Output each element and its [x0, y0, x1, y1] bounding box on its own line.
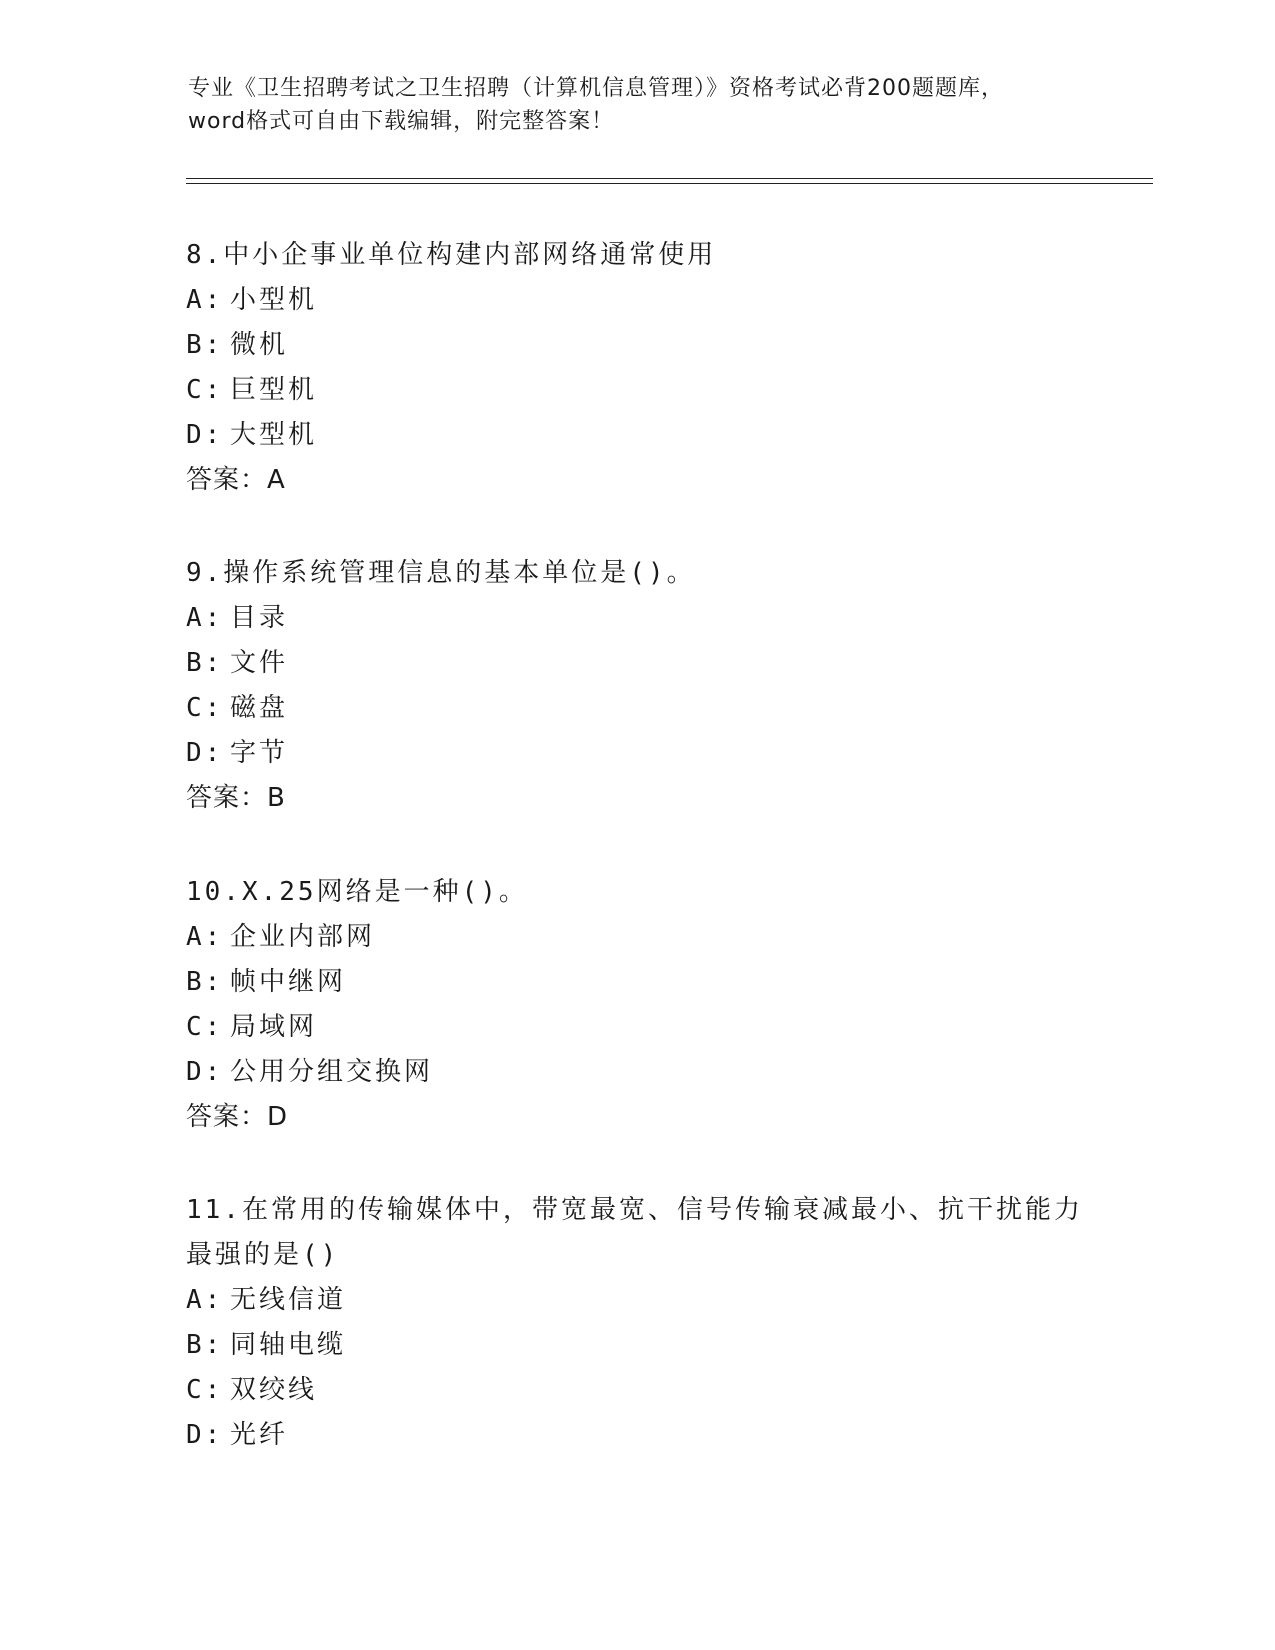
option-text: 企业内部网: [230, 922, 376, 952]
option-text: 帧中继网: [230, 967, 347, 997]
option-letter: C:: [186, 375, 224, 405]
question-stem-line-2: 最强的是(): [186, 1240, 340, 1270]
option-c: [186, 368, 1086, 413]
question-stem-line-1: 11.在常用的传输媒体中，带宽最宽、信号传输衰减最小、抗干扰能力: [186, 1195, 1083, 1225]
option-a: [186, 1278, 1086, 1323]
option-text: 同轴电缆: [230, 1330, 347, 1360]
option-letter: C:: [186, 693, 224, 723]
option-c: [186, 686, 1086, 731]
option-letter: A:: [186, 285, 224, 315]
question-stem: 10.X.25网络是一种()。: [186, 877, 528, 907]
option-d: [186, 731, 1086, 776]
option-letter: A:: [186, 603, 224, 633]
question-10: [186, 870, 1086, 1140]
option-text: 巨型机: [230, 375, 318, 405]
option-text: 无线信道: [230, 1285, 347, 1315]
question-11: [186, 1188, 1086, 1458]
option-d: [186, 413, 1086, 458]
option-text: 小型机: [230, 285, 318, 315]
option-a: [186, 596, 1086, 641]
option-c: [186, 1005, 1086, 1050]
option-letter: D:: [186, 1057, 224, 1087]
option-text: 双绞线: [230, 1375, 318, 1405]
option-letter: B:: [186, 967, 224, 997]
option-text: 局域网: [230, 1012, 318, 1042]
option-a: [186, 278, 1086, 323]
option-text: 大型机: [230, 420, 318, 450]
option-letter: D:: [186, 420, 224, 450]
option-text: 磁盘: [230, 693, 289, 723]
option-d: [186, 1050, 1086, 1095]
option-letter: C:: [186, 1375, 224, 1405]
option-letter: B:: [186, 1330, 224, 1360]
option-b: [186, 1323, 1086, 1368]
header-title-line-1: 专业《卫生招聘考试之卫生招聘（计算机信息管理）》资格考试必背200题题库，: [188, 76, 1004, 101]
option-letter: A:: [186, 922, 224, 952]
option-text: 公用分组交换网: [230, 1057, 434, 1087]
option-letter: D:: [186, 1420, 224, 1450]
document-header: [188, 72, 1088, 138]
option-b: [186, 323, 1086, 368]
option-text: 文件: [230, 648, 289, 678]
option-letter: B:: [186, 330, 224, 360]
header-title-line-2: word格式可自由下载编辑，附完整答案！: [188, 109, 615, 134]
option-letter: B:: [186, 648, 224, 678]
question-9: [186, 551, 1086, 821]
option-letter: A:: [186, 1285, 224, 1315]
header-divider-top: [186, 178, 1153, 179]
option-text: 字节: [230, 738, 289, 768]
option-a: [186, 915, 1086, 960]
option-letter: C:: [186, 1012, 224, 1042]
option-c: [186, 1368, 1086, 1413]
option-letter: D:: [186, 738, 224, 768]
answer-line: 答案：D: [186, 1102, 289, 1132]
question-stem: 9.操作系统管理信息的基本单位是()。: [186, 558, 696, 588]
answer-line: 答案：A: [186, 465, 286, 495]
option-text: 光纤: [230, 1420, 289, 1450]
option-b: [186, 960, 1086, 1005]
option-text: 目录: [230, 603, 289, 633]
option-b: [186, 641, 1086, 686]
question-8: [186, 233, 1086, 503]
answer-line: 答案：B: [186, 783, 286, 813]
option-text: 微机: [230, 330, 289, 360]
question-stem: 8.中小企事业单位构建内部网络通常使用: [186, 240, 717, 270]
header-divider-bottom: [186, 183, 1153, 184]
option-d: [186, 1413, 1086, 1458]
